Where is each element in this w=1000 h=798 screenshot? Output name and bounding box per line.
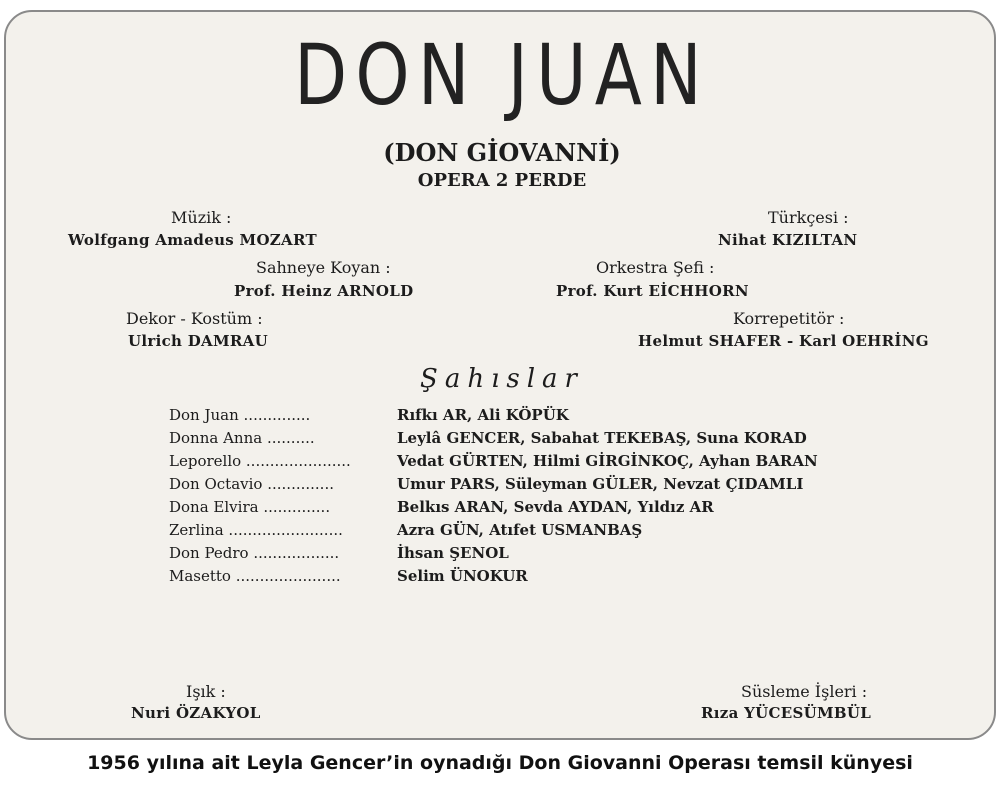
cast-role: Don Juan .............. [169,406,311,424]
translator-label: Türkçesi : [768,208,849,227]
cast-row [169,519,869,542]
cast-role: Donna Anna .......... [169,429,315,447]
decoration-value: Rıza YÜCESÜMBÜL [701,704,872,722]
director-label: Sahneye Koyan : [256,258,391,277]
cast-role: Dona Elvira .............. [169,498,331,516]
repetiteur-label: Korrepetitör : [733,309,845,328]
conductor-value: Prof. Kurt EİCHHORN [556,282,749,300]
costume-label: Dekor - Kostüm : [126,309,263,328]
composer-value: Wolfgang Amadeus MOZART [68,231,317,249]
cast-actors: Selim ÜNOKUR [397,567,528,585]
program-page [4,10,996,740]
cast-role: Don Pedro .................. [169,544,340,562]
cast-row [169,404,869,427]
decoration-label: Süsleme İşleri : [741,682,868,701]
cast-actors: Vedat GÜRTEN, Hilmi GİRGİNKOÇ, Ayhan BARAN [397,452,818,470]
cast-actors: Belkıs ARAN, Sevda AYDAN, Yıldız AR [397,498,714,516]
page-title: DON JUAN [294,26,710,124]
opera-original-title: (DON GİOVANNİ) [383,138,621,167]
cast-row [169,565,869,588]
conductor-label: Orkestra Şefi : [596,258,715,277]
cast-heading: Şahıslar [420,364,584,394]
cast-role: Zerlina ........................ [169,521,343,539]
cast-list [169,404,869,588]
opera-acts: OPERA 2 PERDE [417,170,587,191]
director-value: Prof. Heinz ARNOLD [234,282,414,300]
cast-row [169,496,869,519]
cast-role: Don Octavio .............. [169,475,334,493]
cast-role: Masetto ...................... [169,567,341,585]
cast-actors: Leylâ GENCER, Sabahat TEKEBAŞ, Suna KORAD [397,429,807,447]
lighting-value: Nuri ÖZAKYOL [131,704,261,722]
repetiteur-value: Helmut SHAFER - Karl OEHRİNG [638,332,929,350]
cast-actors: İhsan ŞENOL [397,544,509,562]
translator-value: Nihat KIZILTAN [718,231,858,249]
cast-row [169,427,869,450]
costume-value: Ulrich DAMRAU [128,332,268,350]
cast-row [169,542,869,565]
cast-row [169,450,869,473]
composer-label: Müzik : [171,208,232,227]
cast-actors: Rıfkı AR, Ali KÖPÜK [397,406,569,424]
cast-actors: Umur PARS, Süleyman GÜLER, Nevzat ÇIDAMLI [397,475,804,493]
cast-actors: Azra GÜN, Atıfet USMANBAŞ [397,521,643,539]
cast-role: Leporello ...................... [169,452,351,470]
lighting-label: Işık : [186,682,226,701]
image-caption: 1956 yılına ait Leyla Gencer’in oynadığı Don Giovanni Operası temsil künyesi [87,752,913,774]
cast-row [169,473,869,496]
